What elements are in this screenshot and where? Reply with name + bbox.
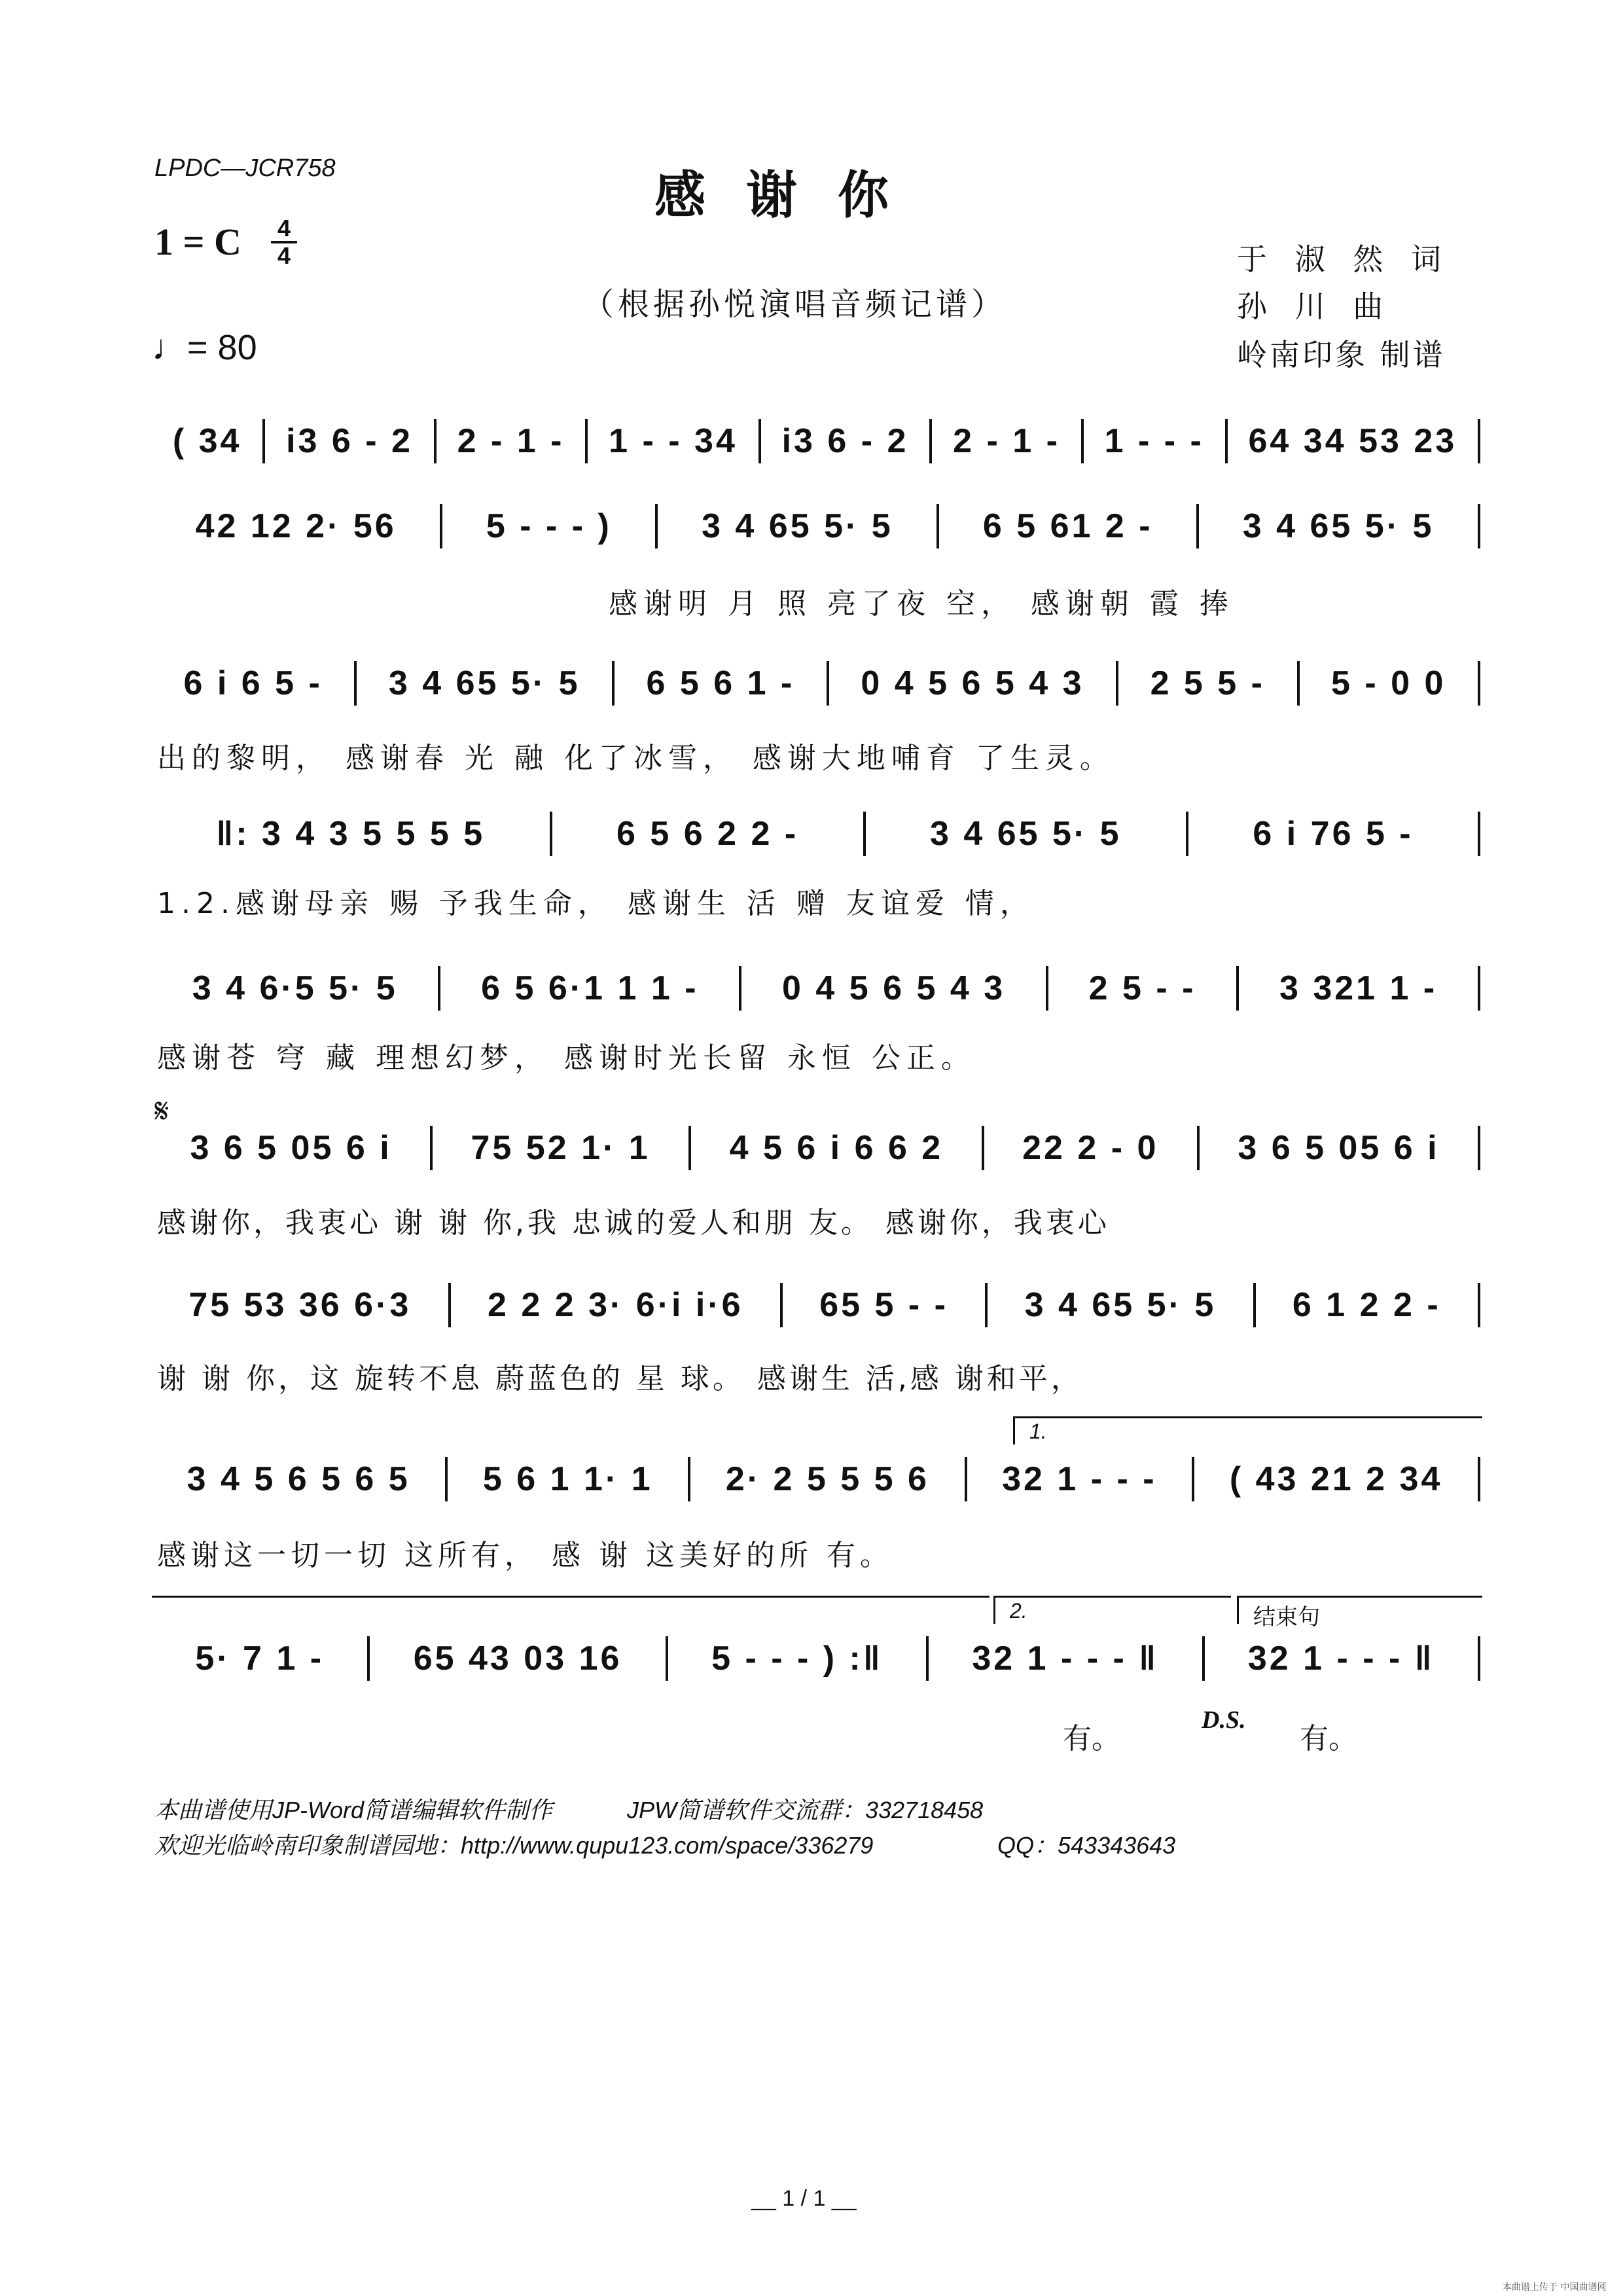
lyricist-credit: 于 淑 然 词 [1237, 242, 1450, 277]
lyric-line-1: 感谢明 月 照 亮了夜 空， 感谢朝 霞 捧 [609, 587, 1234, 620]
volta-bracket-2 [993, 1596, 1231, 1624]
measure: 65 5 - - [783, 1283, 988, 1327]
measure: 1 - - - [1084, 419, 1228, 463]
segno-icon: 𝄋 [154, 1092, 169, 1131]
page-title: 感谢你 [654, 166, 930, 225]
measure: 3 4 5 6 5 6 5 [152, 1457, 448, 1501]
measure: 2 2 2 3· 6·i i·6 [451, 1283, 783, 1327]
lyric-line-3: 1.2.感谢母亲 赐 予我生命， 感谢生 活 赠 友谊爱 情， [157, 887, 1035, 920]
time-signature [271, 216, 297, 268]
measure: 32 1 - - - ‖ [1205, 1636, 1480, 1681]
volta-bracket-1 [1013, 1416, 1482, 1444]
measure: 2 - 1 - [437, 419, 588, 463]
lyric-line-5: 感谢你，我衷心 谢 谢 你,我 忠诚的爱人和朋 友。 感谢你，我衷心 [157, 1206, 1110, 1240]
measure: 2 5 - - [1048, 966, 1239, 1011]
page-number: __ 1 / 1 __ [751, 2186, 857, 2211]
lyric-line-6: 谢 谢 你，这 旋转不息 蔚蓝色的 星 球。 感谢生 活,感 谢和平， [157, 1362, 1083, 1395]
time-top: 4 [277, 215, 291, 242]
measure: 5 - 0 0 [1300, 661, 1480, 706]
staff-system-5 [152, 966, 1480, 1011]
measure: 1 - - 34 [588, 419, 760, 463]
staff-system-7 [152, 1283, 1480, 1327]
score-code: LPDC—JCR758 [154, 154, 336, 182]
measure: 3 4 65 5· 5 [866, 812, 1188, 856]
measure: 6 5 6 1 - [615, 661, 829, 706]
quarter-note-icon: ♩ [152, 328, 187, 367]
measure: 2 5 5 - [1118, 661, 1299, 706]
measure: 3 6 5 05 6 i [152, 1126, 433, 1170]
measure: i3 6 - 2 [265, 419, 437, 463]
footer-software-note: 本曲谱使用JP-Word简谱编辑软件制作 [154, 1797, 553, 1823]
measure: 3 4 65 5· 5 [357, 661, 615, 706]
subtitle: （根据孙悦演唱音频记谱） [582, 286, 1007, 323]
measure: 4 5 6 i 6 6 2 [691, 1126, 984, 1170]
volta-2-label: 2. [1010, 1599, 1027, 1623]
measure: 22 2 - 0 [984, 1126, 1200, 1170]
arranger-credit: 岭南印象 制谱 [1237, 337, 1446, 372]
measure: 6 5 61 2 - [939, 504, 1199, 548]
measure: ( 34 [152, 419, 265, 463]
lyric-line-7: 感谢这一切一切 这所有， 感 谢 这美好的所 有。 [157, 1539, 893, 1572]
measure: 5 - - - ) :‖ [668, 1636, 929, 1681]
footer-group-note: JPW简谱软件交流群：332718458 [627, 1797, 984, 1823]
measure: 3 4 65 5· 5 [658, 504, 939, 548]
measure: 75 52 1· 1 [433, 1126, 691, 1170]
composer-credit: 孙 川 曲 [1237, 289, 1393, 324]
lyric-line-2: 出的黎明， 感谢春 光 融 化了冰雪， 感谢大地哺育 了生灵。 [157, 742, 1115, 775]
staff-system-6 [152, 1126, 1480, 1170]
staff-system-4 [152, 812, 1480, 856]
measure: 3 4 6·5 5· 5 [152, 966, 440, 1011]
measure: 64 34 53 23 [1228, 419, 1480, 463]
measure: 0 4 5 6 5 4 3 [829, 661, 1118, 706]
footer-qq: QQ：543343643 [997, 1832, 1176, 1859]
footer-website: 欢迎光临岭南印象制谱园地：http://www.qupu123.com/space/336279 [154, 1832, 874, 1859]
ending-label: 结束句 [1253, 1605, 1320, 1630]
measure: 6 5 6 2 2 - [552, 812, 866, 856]
measure: 0 4 5 6 5 4 3 [741, 966, 1048, 1011]
tempo-value: = 80 [187, 328, 257, 367]
measure: 2 - 1 - [932, 419, 1084, 463]
measure: 32 1 - - - [967, 1457, 1195, 1501]
measure: 6 1 2 2 - [1256, 1283, 1480, 1327]
measure: 42 12 2· 56 [152, 504, 442, 548]
upload-watermark: 本曲谱上传于 中国曲谱网 [1503, 2282, 1607, 2293]
tempo-marking [152, 327, 257, 368]
staff-system-2 [152, 504, 1480, 548]
measure: 65 43 03 16 [370, 1636, 668, 1681]
measure: 3 321 1 - [1239, 966, 1480, 1011]
measure: 5 6 1 1· 1 [448, 1457, 690, 1501]
staff-system-1 [152, 419, 1480, 463]
time-bottom: 4 [277, 242, 291, 269]
measure: 6 i 6 5 - [152, 661, 357, 706]
dal-segno-marking: D.S. [1202, 1706, 1246, 1734]
volta-1-label: 1. [1029, 1420, 1047, 1443]
final-lyric-a: 有。 [1063, 1722, 1120, 1755]
staff-system-9 [152, 1636, 1480, 1681]
system-divider [152, 1596, 990, 1598]
measure: 6 i 76 5 - [1188, 812, 1480, 856]
measure: 3 6 5 05 6 i [1200, 1126, 1480, 1170]
measure: 32 1 - - - ‖ [929, 1636, 1204, 1681]
lyric-line-4: 感谢苍 穹 藏 理想幻梦， 感谢时光长留 永恒 公正。 [157, 1041, 976, 1075]
measure: i3 6 - 2 [761, 419, 933, 463]
measure: ‖: 3 4 3 5 5 5 5 [152, 812, 552, 856]
key-signature: 1 = C [154, 221, 241, 263]
staff-system-3 [152, 661, 1480, 706]
measure: 75 53 36 6·3 [152, 1283, 451, 1327]
measure: 2· 2 5 5 5 6 [690, 1457, 967, 1501]
measure: 3 4 65 5· 5 [1199, 504, 1480, 548]
final-lyric-b: 有。 [1300, 1722, 1357, 1755]
ending-bracket [1237, 1596, 1482, 1630]
measure: 3 4 65 5· 5 [988, 1283, 1255, 1327]
measure: 5· 7 1 - [152, 1636, 370, 1681]
measure: 5 - - - ) [442, 504, 658, 548]
measure: 6 5 6·1 1 1 - [440, 966, 741, 1011]
measure: ( 43 21 2 34 [1194, 1457, 1480, 1501]
staff-system-8 [152, 1457, 1480, 1501]
